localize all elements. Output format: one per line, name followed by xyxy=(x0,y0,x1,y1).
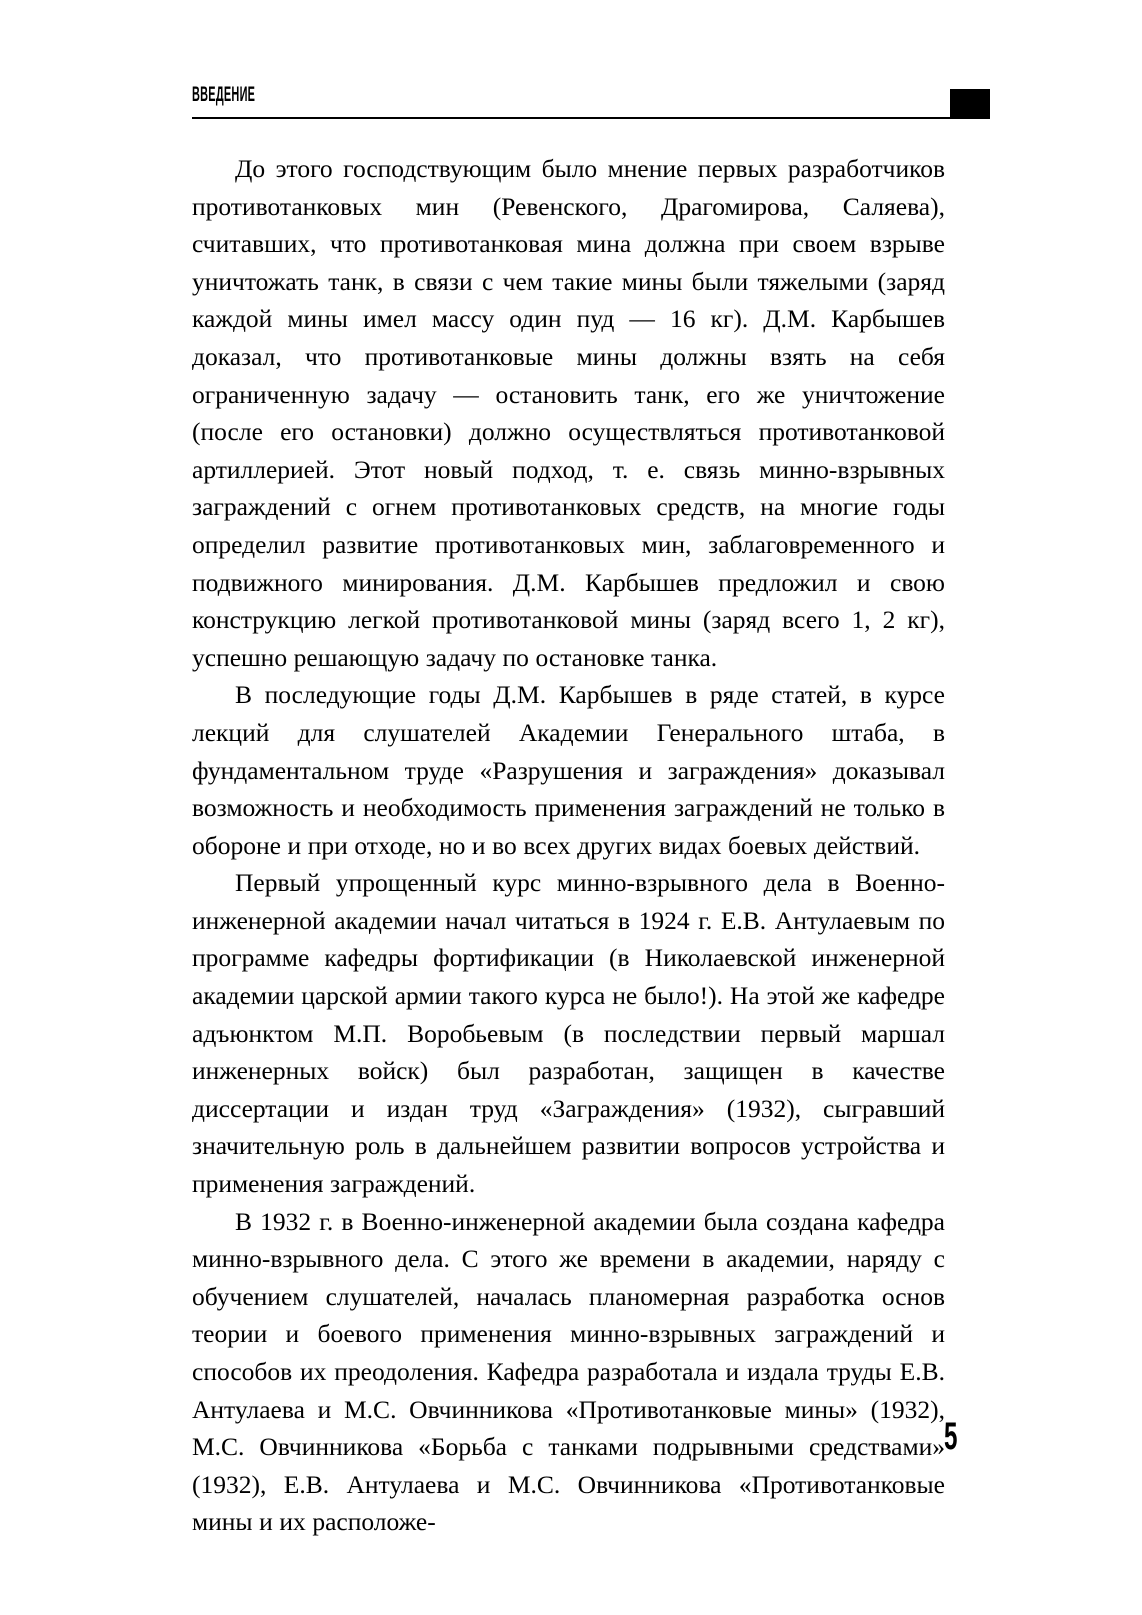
folio xyxy=(944,1416,984,1460)
body-text-column xyxy=(192,150,945,1541)
running-header-marker-block xyxy=(950,89,990,117)
running-header-title: ВВЕДЕНИЕ xyxy=(192,83,256,106)
running-header-rule xyxy=(192,117,990,119)
page-number: 5 xyxy=(944,1415,958,1458)
paragraph-2: В последующие годы Д.М. Карбышев в ряде статей, в курсе лекций для слушателей Академии Генерального штаба, в фундаментальном труде «Разрушения и заграждения» доказывал возможность и необходимость применения заграждений не только в обороне и при отходе, но и во всех других видах боевых действий. xyxy=(192,680,945,860)
paragraph-3: Первый упрощенный курс минно-взрывного дела в Военно-инженерной академии начал читаться в 1924 г. Е.В. Антулаевым по программе кафедры фортификации (в Николаевской инженерной академии царской армии такого курса не было!). На этой же кафедре адъюнктом М.П. Воробьевым (в последствии первый маршал инженерных войск) был разработан, защищен в качестве диссертации и издан труд «Заграждения» (1932), сыгравший значительную роль в дальнейшем развитии вопросов устройства и применения заграждений. xyxy=(192,868,945,1199)
paragraph-1: До этого господствующим было мнение первых разработчиков противотанковых мин (Ревенского, Драгомирова, Саляева), считавших, что противотанковая мина должна при своем взрыве уничтожать танк, в связи с чем такие мины были тяжелыми (заряд каждой мины имел массу один пуд — 16 кг). Д.М. Карбышев доказал, что противотанковые мины должны взять на себя ограниченную задачу — остановить танк, его же уничтожение (после его остановки) должно осуществляться противотанковой артиллерией. Этот новый подход, т. е. связь минно-взрывных заграждений с огнем противотанковых средств, на многие годы определил развитие противотанковых мин, заблаговременного и подвижного минирования. Д.М. Карбышев предложил и свою конструкцию легкой противотанковой мины (заряд всего 1, 2 кг), успешно решающую задачу по остановке танка. xyxy=(192,154,945,672)
running-header xyxy=(192,82,990,122)
paragraph-4: В 1932 г. в Военно-инженерной академии была создана кафедра минно-взрывного дела. С этого же времени в академии, наряду с обучением слушателей, началась планомерная разработка основ теории и боевого применения минно-взрывных заграждений и способов их преодоления. Кафедра разработала и издала труды Е.В. Антулаева и М.С. Овчинникова «Противотанковые мины» (1932), М.С. Овчинникова «Борьба с танками подрывными средствами» (1932), Е.В. Антулаева и М.С. Овчинникова «Противотанковые мины и их расположе- xyxy=(192,1206,945,1537)
